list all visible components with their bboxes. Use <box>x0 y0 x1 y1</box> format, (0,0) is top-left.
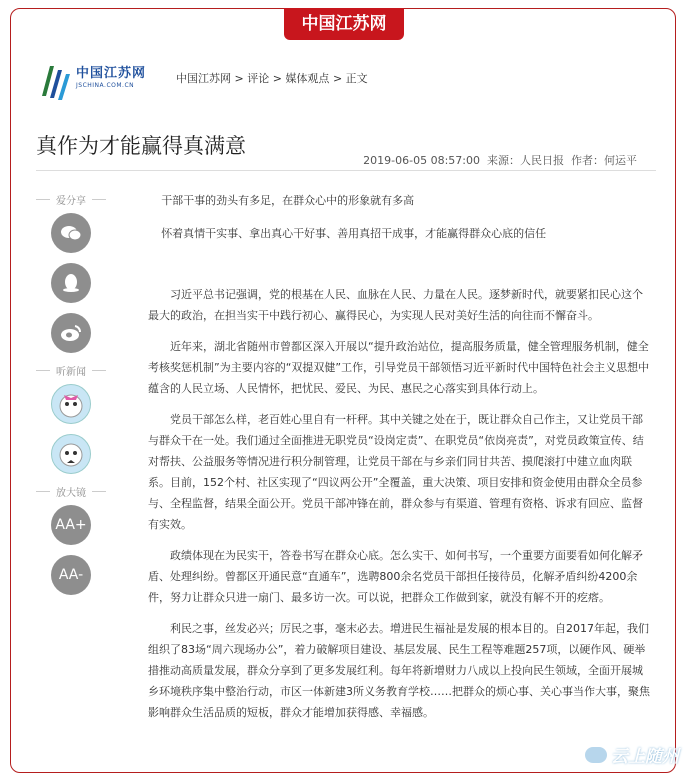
logo-domain: JSCHINA.COM.CN <box>76 82 135 89</box>
cloud-icon <box>585 747 607 763</box>
lead-line-2: 怀着真情干实事、拿出真心干好事、善用真招干成事，才能赢得群众心底的信任 <box>161 227 547 240</box>
zoom-label: 放大镜 <box>36 484 106 499</box>
wechat-share-icon[interactable] <box>51 213 91 253</box>
article-meta <box>363 152 637 168</box>
listen-label: 听新闻 <box>36 363 106 378</box>
paragraph: 政绩体现在为民实干，答卷书写在群众心底。怎么实干、如何书写，一个重要方面要看如何化解矛盾、处理纠纷。曾都区开通民意“直通车”，选聘800余名党员干部担任接待员，化解矛盾纠纷4200余件，努力让群众只进一扇门、最多访一次。可以说，把群众工作做到家，就没有解不开的疙瘩。 <box>148 549 643 604</box>
share-label: 爱分享 <box>36 192 106 207</box>
zoom-in-icon[interactable]: AA+ <box>51 505 91 545</box>
voice-male-avatar[interactable] <box>51 434 91 474</box>
breadcrumb-item-home[interactable]: 中国江苏网 <box>176 72 231 85</box>
sidebar <box>36 186 106 605</box>
breadcrumb-sep: > <box>234 72 244 85</box>
paragraph: 近年来，湖北省随州市曾都区深入开展以“提升政治站位，提高服务质量，健全管理服务机制，健全考核奖惩机制”为主要内容的“双提双健”工作，引导党员干部领悟习近平新时代中国特色社会主义思想中蕴含的人民立场、人民情怀，把忧民、爱民、为民、惠民之心落实到具体行动上。 <box>148 340 650 395</box>
article-title: 真作为才能赢得真满意 <box>36 134 246 159</box>
breadcrumb-item-current: 正文 <box>345 72 368 85</box>
qq-share-icon[interactable] <box>51 263 91 303</box>
article-source: 来源：人民日报 <box>487 154 564 167</box>
breadcrumb-sep: > <box>272 72 282 85</box>
watermark-text: 云上随州 <box>611 747 679 767</box>
divider <box>36 170 656 171</box>
watermark <box>585 742 679 767</box>
voice-female-avatar[interactable] <box>51 384 91 424</box>
paragraph: 利民之事，丝发必兴；厉民之事，毫末必去。增进民生福祉是发展的根本目的。自2017年起，我们组织了83场“周六现场办公”，着力破解项目建设、基层发展、民生工程等难题257项，以硬作风、硬举措推动高质量发展，群众分享到了更多发展红利。每年将新增财力八成以上投向民生领域，全面开展城乡环境秩序集中整治行动，市区一体新建3所义务教育学校……把群众的烦心事、关心事当作大事，聚焦影响群众生活品质的短板，群众才能增加获得感、幸福感。 <box>148 622 650 719</box>
breadcrumb-item-media[interactable]: 媒体观点 <box>285 72 330 85</box>
publish-date: 2019-06-05 08:57:00 <box>363 154 480 167</box>
breadcrumb <box>176 70 368 86</box>
paragraph: 党员干部怎么样，老百姓心里自有一杆秤。其中关键之处在于，既让群众自己作主，又让党员干部与群众干在一处。我们通过全面推进无职党员“设岗定责”、在职党员“依岗亮责”，对党员政策宣传、结对帮扶、公益服务等情况进行积分制管理，让党员干部在与乡亲们同甘共苦、摸爬滚打中建立血肉联系。目前，152个村、社区实现了“四议两公开”全覆盖，重大决策、项目安排和资金使用由群众全员参与、全程监督，结果全面公开。党员干部冲锋在前，群众参与有渠道、管理有资格、诉求有回应、监督有实效。 <box>148 413 644 531</box>
article-author: 作者：何运平 <box>571 154 637 167</box>
article-body <box>148 190 652 733</box>
logo-text: 中国江苏网 <box>76 66 147 81</box>
site-banner: 中国江苏网 <box>284 8 404 40</box>
logo-icon[interactable] <box>36 60 76 104</box>
weibo-share-icon[interactable] <box>51 313 91 353</box>
lead-line-1: 干部干事的劲头有多足，在群众心中的形象就有多高 <box>161 194 415 207</box>
breadcrumb-item-comment[interactable]: 评论 <box>247 72 270 85</box>
breadcrumb-sep: > <box>332 72 343 85</box>
paragraph: 习近平总书记强调，党的根基在人民、血脉在人民、力量在人民。逐梦新时代，就要紧扣民心这个最大的政治，在担当实干中践行初心、赢得民心，为实现人民对美好生活的向往而不懈奋斗。 <box>148 288 643 322</box>
zoom-out-icon[interactable]: AA- <box>51 555 91 595</box>
